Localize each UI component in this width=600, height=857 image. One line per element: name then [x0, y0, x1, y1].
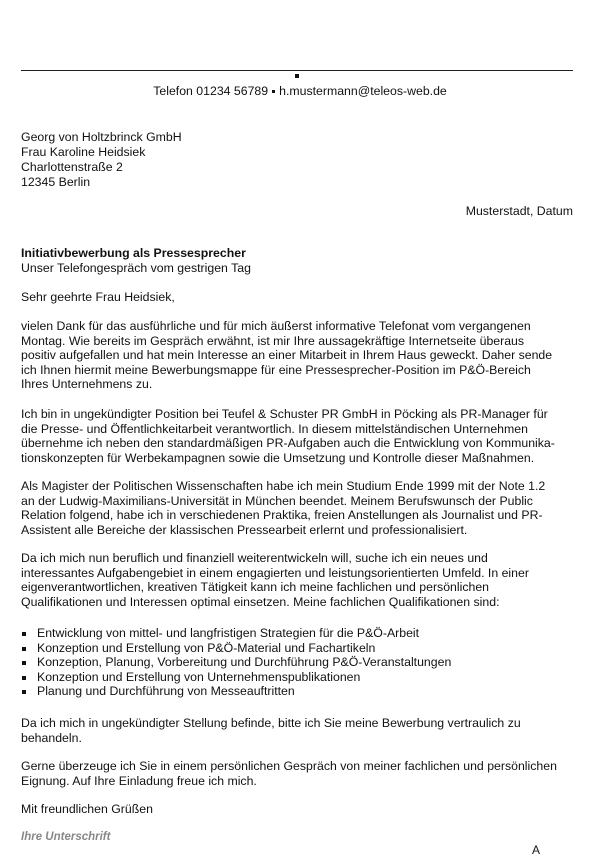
paragraph-education — [21, 479, 573, 537]
list-item: Planung und Durchführung von Messeauftritten — [21, 684, 451, 699]
phone-text: Telefon 01234 56789 — [153, 84, 269, 98]
subject-block — [21, 246, 251, 276]
text-line: ich Ihnen hiermit meine Bewerbungsmappe für eine Pressesprecher-Position im P&Ö-Bereich — [21, 362, 531, 377]
subject-reference: Unser Telefongespräch vom gestrigen Tag — [21, 261, 251, 275]
recipient-name: Frau Karoline Heidsiek — [21, 145, 146, 159]
email-text: h.mustermann@teleos-web.de — [279, 84, 447, 98]
closing: Mit freundlichen Grüßen — [21, 802, 153, 816]
recipient-street: Charlottenstraße 2 — [21, 160, 123, 174]
list-item: Konzeption und Erstellung von Unternehmenspublikationen — [21, 670, 451, 685]
text-line: Qualifikationen und Interessen optimal einsetzen. Meine fachlichen Qualifikationen sind: — [21, 594, 500, 609]
text-line: Ich bin in ungekündigter Position bei Teufel & Schuster PR GmbH in Pöcking als PR-Manager für — [21, 407, 548, 421]
list-item: Entwicklung von mittel- und langfristigen Strategien für die P&Ö-Arbeit — [21, 626, 451, 641]
text-line: interessantes Aufgabengebiet in einem engagierten und leistungsorientierten Umfeld. In einer — [21, 565, 529, 580]
recipient-city: 12345 Berlin — [21, 175, 91, 189]
text-line: Montag. Wie bereits im Gespräch erwähnt, ist mir Ihre aussagekräftige Internetseite überaus — [21, 333, 525, 348]
text-line: eigenverantwortlichen, kreativen Tätigkeit kann ich meine fachlichen und persönlichen — [21, 580, 490, 595]
header-square-icon — [295, 74, 299, 78]
text-line: Gerne überzeuge ich Sie in einem persönlichen Gespräch von meiner fachlichen und persönlichen — [21, 759, 557, 773]
text-line: Eignung. Auf Ihre Einladung freue ich mich. — [21, 773, 257, 788]
qualifications-list — [21, 626, 451, 699]
text-line: Da ich mich in ungekündigter Stellung befinde, bitte ich Sie meine Bewerbung vertraulich zu — [21, 716, 521, 730]
place-date: Musterstadt, Datum — [465, 204, 573, 218]
paragraph-motivation — [21, 551, 573, 609]
text-line: Da ich mich nun beruflich und finanziell weiterentwickeln will, suche ich ein neues und — [21, 551, 488, 565]
contact-line — [0, 84, 600, 99]
salutation: Sehr geehrte Frau Heidsiek, — [21, 290, 175, 304]
page-edge-text: A — [532, 843, 541, 857]
paragraph-current-position — [21, 407, 573, 465]
list-item: Konzeption, Planung, Vorbereitung und Durchführung P&Ö-Veranstaltungen — [21, 655, 451, 670]
text-line: behandeln. — [21, 730, 82, 745]
text-line: tionskonzepten für Werbekampagnen sowie die Umsetzung und Kontrolle dieser Maßnahmen. — [21, 450, 535, 465]
recipient-company: Georg von Holtzbrinck GmbH — [21, 130, 182, 144]
recipient-address — [21, 130, 182, 190]
text-line: an der Ludwig-Maximilians-Universität in München beendet. Meinem Berufswunsch der Public — [21, 493, 533, 508]
signature: Ihre Unterschrift — [21, 831, 111, 843]
text-line: übernehme ich neben den standardmäßigen PR-Aufgaben auch die Entwicklung von Kommunika- — [21, 436, 555, 451]
paragraph-confidential — [21, 716, 573, 745]
paragraph-invitation — [21, 759, 573, 788]
subject-title: Initiativbewerbung als Pressesprecher — [21, 246, 246, 260]
list-item: Konzeption und Erstellung von P&Ö-Material und Fachartikeln — [21, 641, 451, 656]
text-line: Ihres Unternehmens zu. — [21, 377, 153, 392]
text-line: vielen Dank für das ausführliche und für mich äußerst informative Telefonat vom vergangenen — [21, 319, 531, 333]
separator-square-icon — [272, 90, 275, 93]
text-line: positiv aufgefallen und hat mein Interesse an einer Mitarbeit in Ihrem Haus geweckt. Daher sende — [21, 348, 553, 363]
text-line: Relation folgend, habe ich in verschiedenen Praktika, freien Anstellungen als Journalist und PR- — [21, 508, 543, 523]
text-line: die Presse- und Öffentlichkeitarbeit verantwortlich. In diesem mittelständischen Unternehmen — [21, 421, 528, 436]
header-rule — [21, 70, 573, 71]
text-line: Assistent alle Bereiche der klassischen Pressearbeit erlernt und professionalisiert. — [21, 522, 468, 537]
paragraph-intro — [21, 319, 573, 392]
text-line: Als Magister der Politischen Wissenschaften habe ich mein Studium Ende 1999 mit der Note 1.2 — [21, 479, 546, 493]
